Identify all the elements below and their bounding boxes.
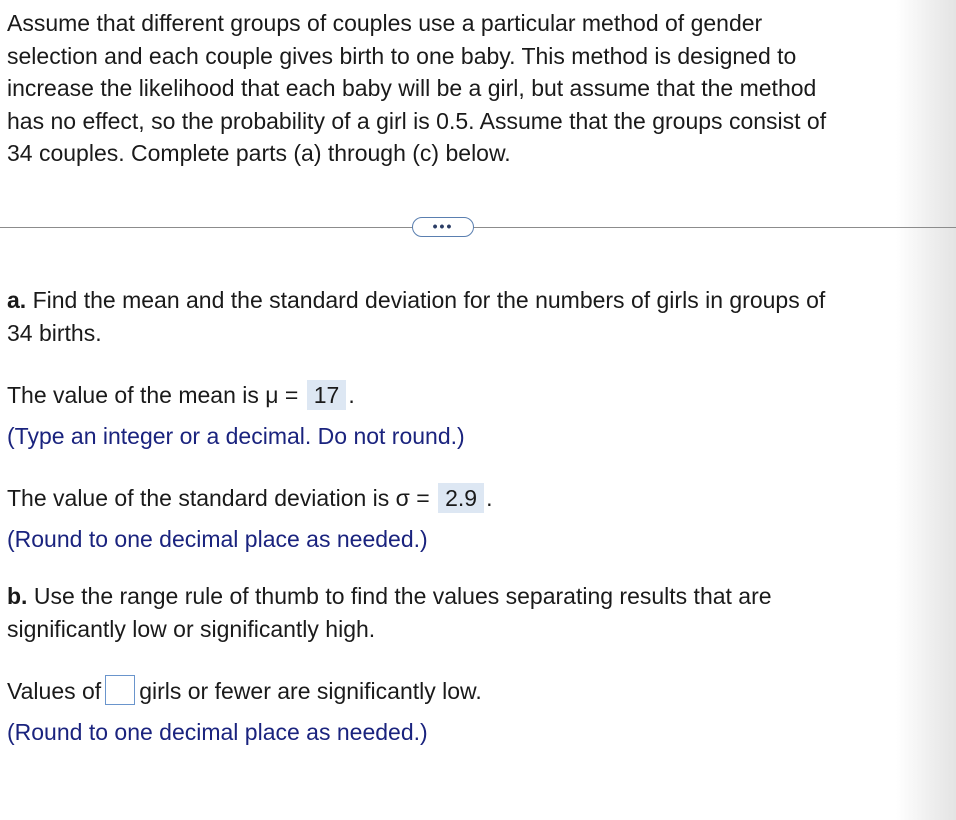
part-b-question — [7, 580, 772, 645]
low-suffix: girls or fewer are significantly low. — [139, 678, 482, 704]
problem-line: 34 couples. Complete parts (a) through (c) below. — [7, 140, 511, 166]
problem-line: has no effect, so the probability of a girl is 0.5. Assume that the groups consist of — [7, 107, 827, 134]
sd-prefix: The value of the standard deviation is σ = — [7, 485, 437, 511]
sd-answer-field[interactable]: 2.9 — [438, 483, 484, 513]
low-prefix: Values of — [7, 678, 102, 704]
expand-content-button[interactable] — [412, 217, 474, 237]
sd-answer-line — [7, 482, 492, 515]
sd-suffix: . — [486, 485, 493, 511]
mean-answer-field[interactable]: 17 — [307, 380, 347, 410]
problem-statement — [7, 7, 826, 170]
sd-hint: (Round to one decimal place as needed.) — [7, 526, 428, 552]
part-a-question-text-cont: 34 births. — [7, 319, 102, 346]
mean-hint: (Type an integer or a decimal. Do not round.) — [7, 423, 465, 449]
mean-prefix: The value of the mean is μ = — [7, 382, 305, 408]
part-a-label: a. — [7, 287, 27, 313]
low-answer-line — [7, 675, 482, 708]
part-a-question — [7, 284, 825, 349]
problem-line: increase the likelihood that each baby will be a girl, but assume that the method — [7, 75, 817, 101]
mean-suffix: . — [348, 382, 355, 408]
page-scroll-shade — [896, 0, 956, 820]
mean-answer-line — [7, 379, 355, 412]
ellipsis-icon: ••• — [432, 217, 454, 234]
problem-line: selection and each couple gives birth to one baby. This method is designed to — [7, 42, 797, 69]
section-divider — [0, 227, 956, 228]
part-b-label: b. — [7, 583, 28, 609]
low-value-input[interactable] — [105, 675, 135, 705]
low-hint: (Round to one decimal place as needed.) — [7, 719, 428, 745]
part-a-question-text: Find the mean and the standard deviation for the numbers of girls in groups of — [26, 287, 826, 313]
problem-line: Assume that different groups of couples use a particular method of gender — [7, 10, 763, 36]
part-b-question-text: Use the range rule of thumb to find the values separating results that are — [27, 583, 772, 609]
part-b-question-text-cont: significantly low or significantly high. — [7, 615, 376, 642]
